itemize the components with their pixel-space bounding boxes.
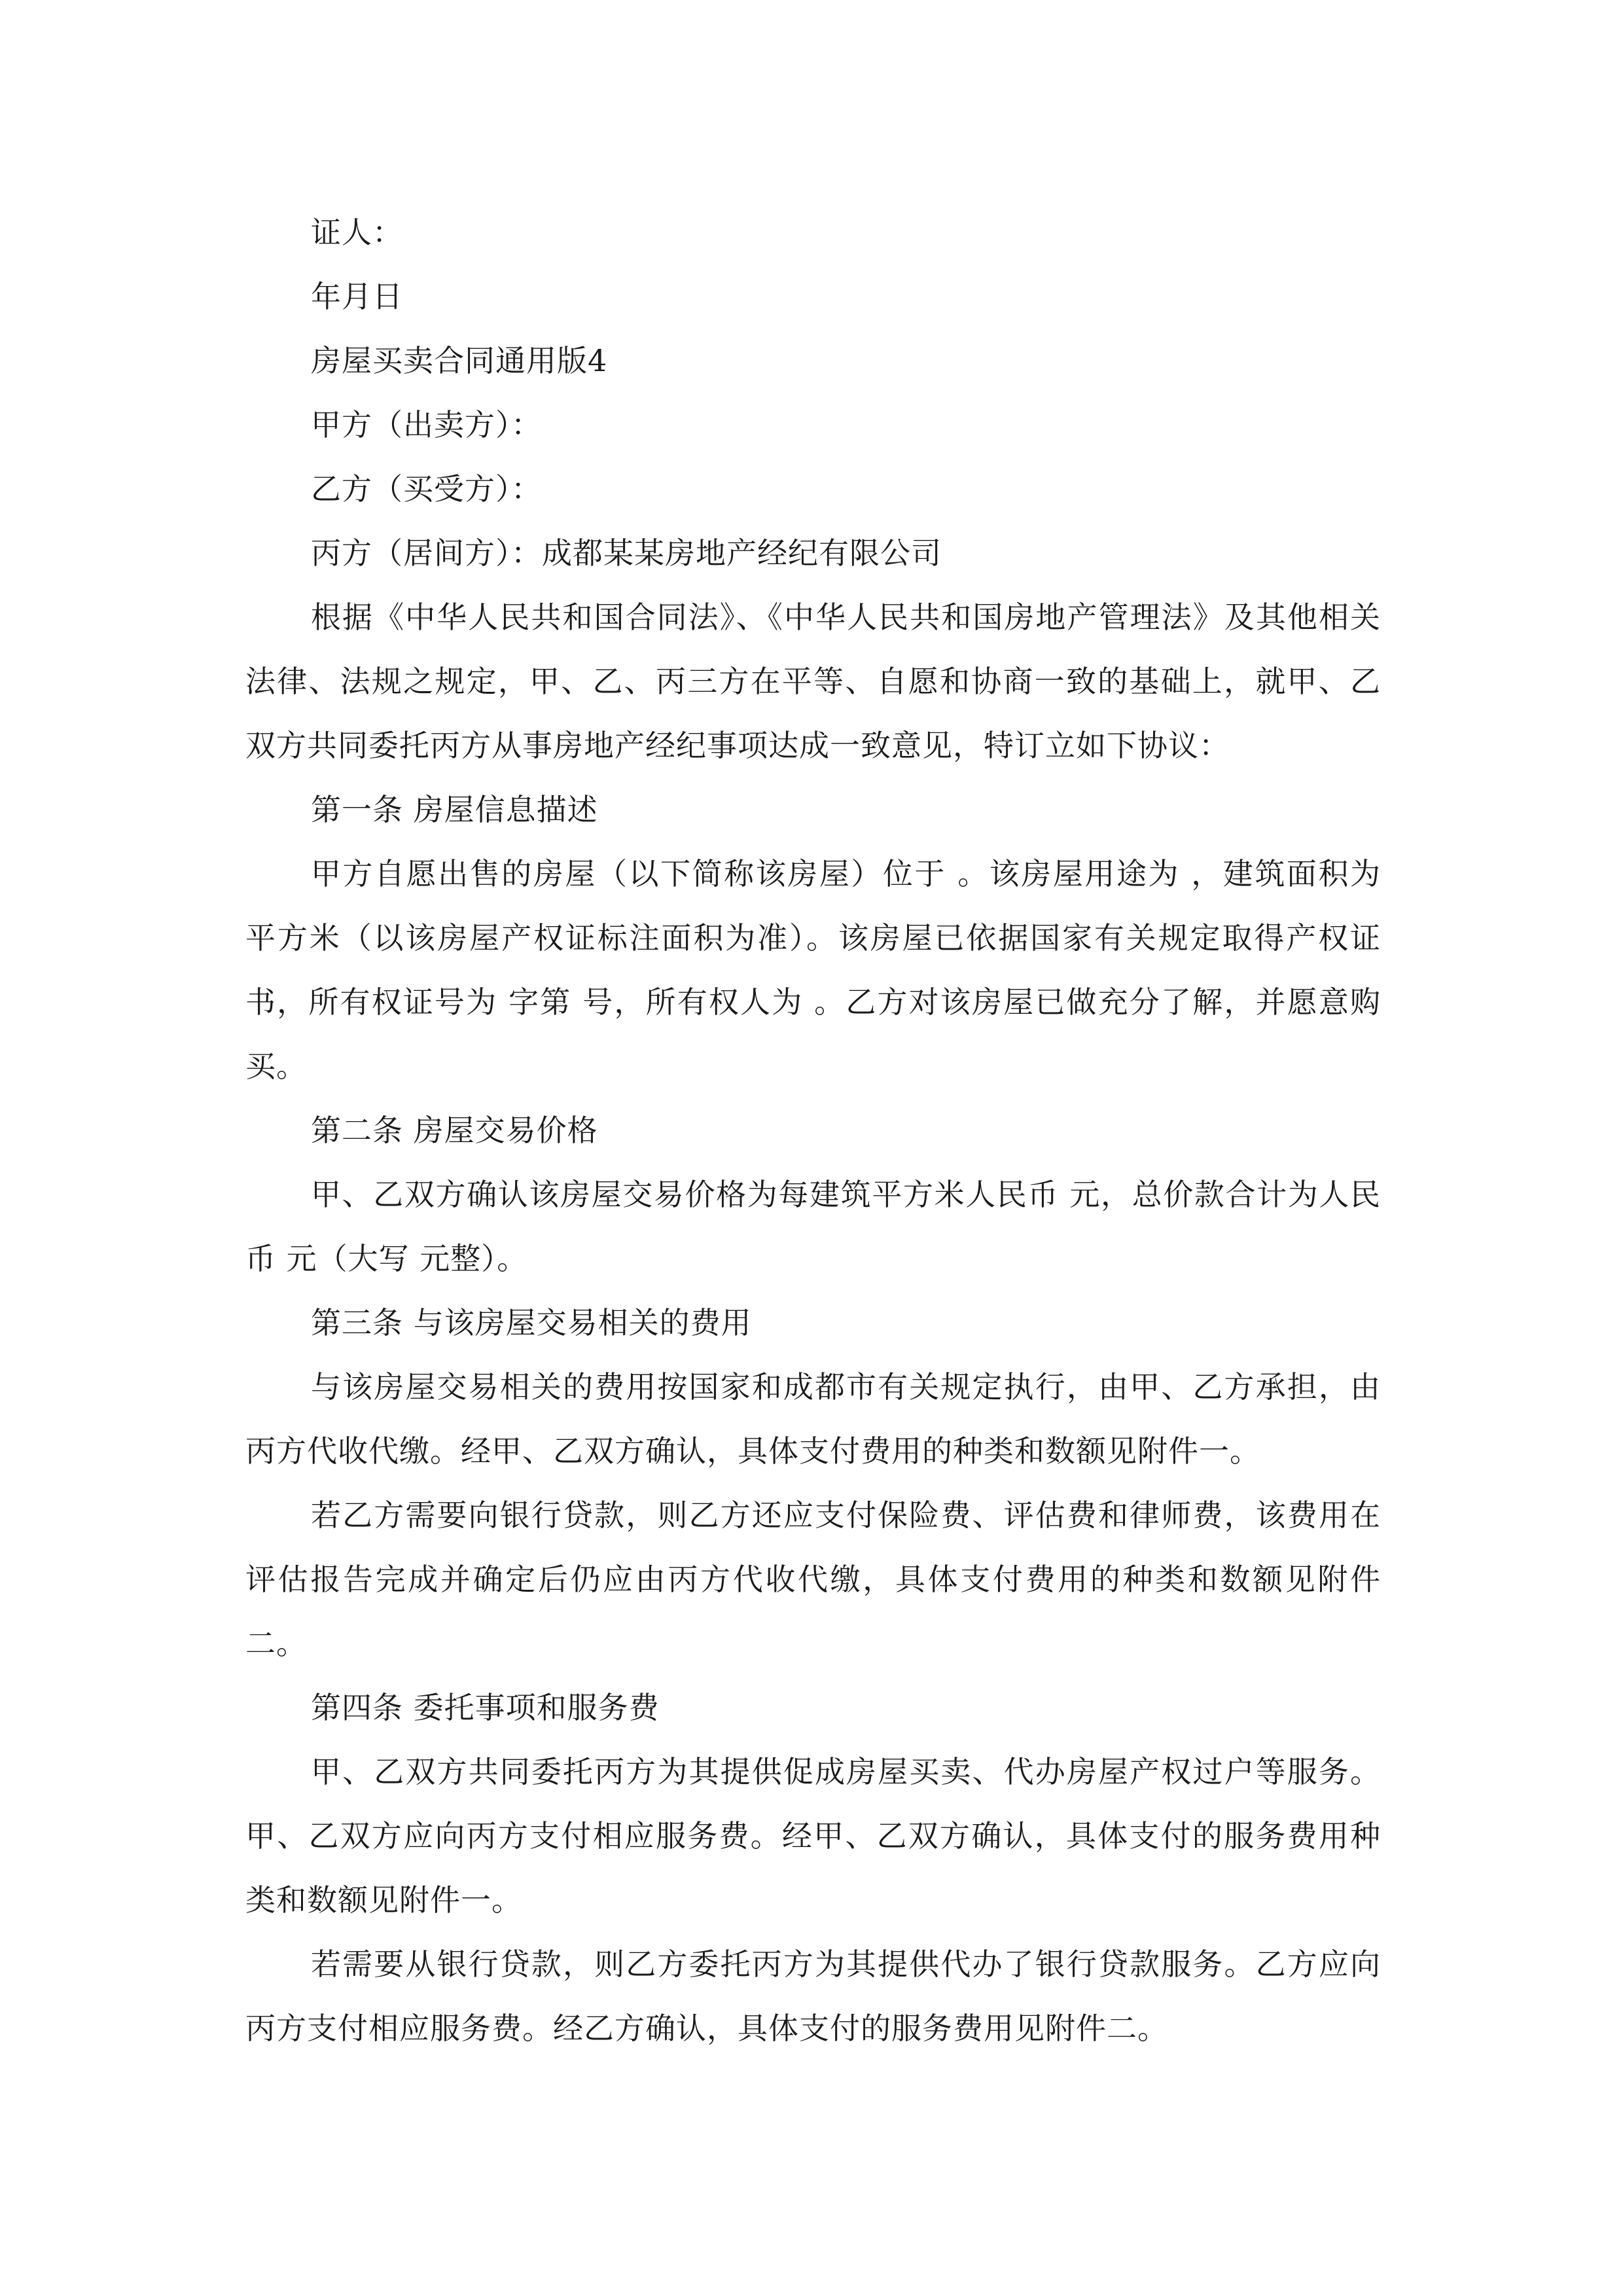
document-body [245,200,1381,2060]
article-3-heading: 第三条 与该房屋交易相关的费用 [311,1305,752,1340]
article-1-body: 甲方自愿出售的房屋（以下简称该房屋）位于 。该房屋用途为 ，建筑面积为 平方米（以该房屋产权证标注面积为准）。该房屋已依据国家有关规定取得产权证书，所有权证号为 字第 号，所有权人为 。乙方对该房屋已做充分了解，并愿意购买。 [245,856,1381,1084]
article-4-body: 甲、乙双方共同委托丙方为其提供促成房屋买卖、代办房屋产权过户等服务。甲、乙双方应向丙方支付相应服务费。经甲、乙双方确认，具体支付的服务费用种类和数额见附件一。 [245,1754,1381,1918]
witness-line: 证人： [311,215,403,250]
article-4-loan-paragraph: 若需要从银行贷款，则乙方委托丙方为其提供代办了银行贷款服务。乙方应向丙方支付相应服务费。经乙方确认，具体支付的服务费用见附件二。 [245,1946,1381,2046]
party-b-line: 乙方（买受方）： [311,471,542,507]
article-1-heading: 第一条 房屋信息描述 [311,792,598,827]
article-3-body: 与该房屋交易相关的费用按国家和成都市有关规定执行，由甲、乙方承担，由丙方代收代缴。经甲、乙双方确认，具体支付费用的种类和数额见附件一。 [245,1369,1381,1469]
party-a-line: 甲方（出卖方）： [311,407,542,442]
article-4-heading: 第四条 委托事项和服务费 [311,1690,660,1725]
article-2-body: 甲、乙双方确认该房屋交易价格为每建筑平方米人民币 元，总价款合计为人民币 元（大写 元整）。 [245,1177,1381,1276]
preamble-paragraph: 根据《中华人民共和国合同法》、《中华人民共和国房地产管理法》及其他相关法律、法规之规定，甲、乙、丙三方在平等、自愿和协商一致的基础上，就甲、乙双方共同委托丙方从事房地产经纪事项达成一致意见，特订立如下协议： [245,600,1381,763]
party-c-line: 丙方（居间方）：成都某某房地产经纪有限公司 [311,535,942,571]
article-2-heading: 第二条 房屋交易价格 [311,1113,598,1148]
article-3-loan-paragraph: 若乙方需要向银行贷款，则乙方还应支付保险费、评估费和律师费，该费用在评估报告完成并确定后仍应由丙方代收代缴，具体支付费用的种类和数额见附件二。 [245,1498,1381,1661]
contract-title: 房屋买卖合同通用版4 [311,343,608,378]
date-line: 年月日 [311,279,403,314]
